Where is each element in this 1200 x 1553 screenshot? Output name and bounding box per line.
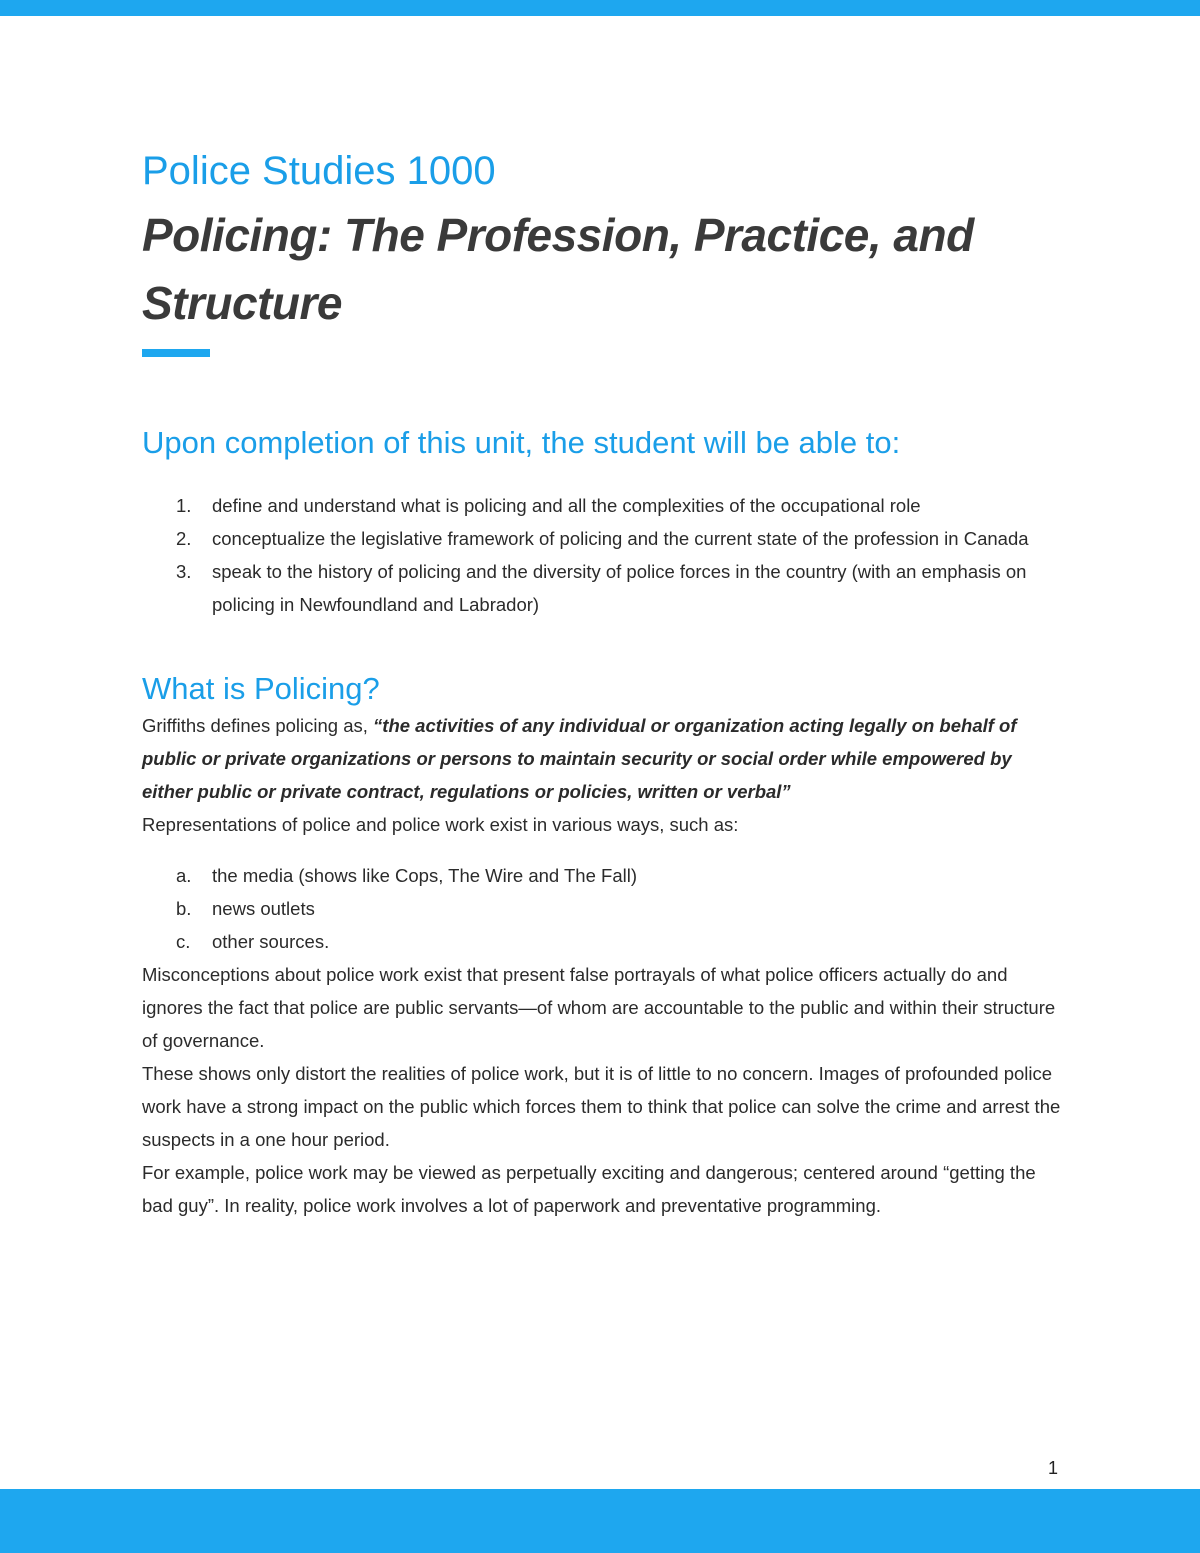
list-item (142, 859, 1062, 892)
example-paragraph: For example, police work may be viewed as perpetually exciting and dangerous; centered around “getting the bad guy”. In reality, police work involves a lot of paperwork and preventative programming. (142, 1162, 1036, 1216)
list-item (142, 925, 1062, 958)
what-is-policing-heading: What is Policing? (142, 671, 380, 706)
top-accent-bar (0, 0, 1200, 16)
learning-outcomes-list (142, 489, 1062, 621)
list-item-text: speak to the history of policing and the diversity of police forces in the country (with an emphasis on policing in Newfoundland and Labrador) (212, 561, 1027, 615)
list-marker: 1. (176, 495, 192, 516)
list-marker: 2. (176, 528, 192, 549)
list-item (142, 522, 1062, 555)
representations-list (142, 859, 1062, 958)
list-marker: a. (176, 865, 192, 886)
page-content (142, 145, 1062, 1222)
list-item-text: the media (shows like Cops, The Wire and The Fall) (212, 865, 637, 886)
title-underline-accent (142, 349, 210, 357)
definition-paragraph (142, 709, 1062, 808)
representations-intro: Representations of police and police work exist in various ways, such as: (142, 814, 739, 835)
list-item-text: conceptualize the legislative framework of policing and the current state of the profession in Canada (212, 528, 1029, 549)
list-item (142, 555, 1062, 621)
list-marker: 3. (176, 561, 192, 582)
list-item-text: define and understand what is policing and all the complexities of the occupational role (212, 495, 921, 516)
course-title: Policing: The Profession, Practice, and Structure (142, 209, 974, 329)
definition-intro: Griffiths defines policing as, (142, 715, 374, 736)
course-code: Police Studies 1000 (142, 149, 496, 193)
shows-paragraph: These shows only distort the realities of police work, but it is of little to no concern. Images of profounded police work have a strong impact on the public which forces them to think that police can solve the crime and arrest the suspects in a one hour period. (142, 1063, 1061, 1150)
list-item (142, 489, 1062, 522)
misconceptions-paragraph: Misconceptions about police work exist that present false portrayals of what police officers actually do and ignores the fact that police are public servants—of whom are accountable to the public and within their structure of governance. (142, 964, 1056, 1051)
list-item-text: other sources. (212, 931, 330, 952)
list-item-text: news outlets (212, 898, 315, 919)
list-item (142, 892, 1062, 925)
learning-outcomes-heading: Upon completion of this unit, the student will be able to: (142, 425, 901, 460)
bottom-accent-bar (0, 1489, 1200, 1553)
page-number: 1 (1048, 1458, 1059, 1478)
list-marker: c. (176, 931, 191, 952)
definition-quote: “the activities of any individual or organization acting legally on behalf of public or private organizations or persons to maintain security or social order while empowered by either public or private contract, regulations or policies, written or verbal” (142, 715, 1017, 802)
list-marker: b. (176, 898, 192, 919)
